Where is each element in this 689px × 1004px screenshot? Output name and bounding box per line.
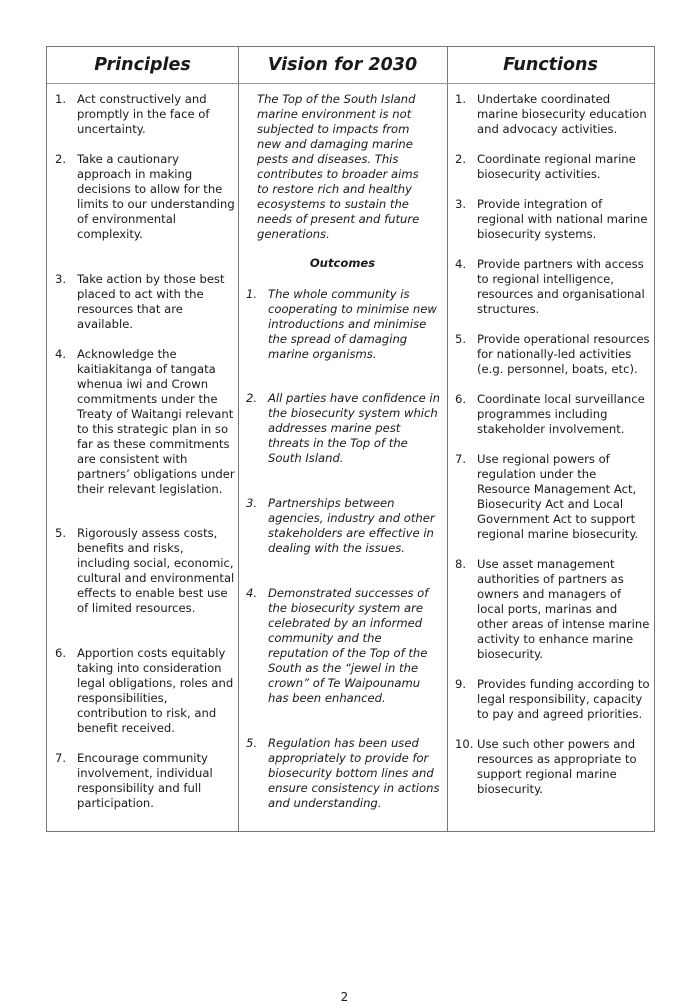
principle-number: 3. <box>55 272 67 286</box>
principle-number: 4. <box>55 347 67 361</box>
function-number: 4. <box>455 257 467 271</box>
vision-column <box>238 47 448 831</box>
function-text: Provide partners with access to regional intelligence, resources and organisational structures. <box>477 257 645 316</box>
vision-heading: Vision for 2030 <box>267 55 418 75</box>
principle-text: Take action by those best placed to act with the resources that are available. <box>77 272 225 331</box>
principles-heading: Principles <box>94 55 191 75</box>
principle-number: 7. <box>55 751 67 765</box>
outcome-text: Demonstrated successes of the biosecurity system are celebrated by an informed community and the reputation of the Top of the South as the “jewel in the crown” of Te Waipounamu has been enhanced. <box>268 586 429 705</box>
function-number: 10. <box>455 737 474 751</box>
function-number: 9. <box>455 677 467 691</box>
functions-column <box>447 47 654 831</box>
function-text: Provides funding according to legal responsibility, capacity to pay and agreed priorities. <box>477 677 650 721</box>
principles-vision-functions-table <box>46 46 655 832</box>
principle-number: 1. <box>55 92 67 106</box>
function-number: 3. <box>455 197 467 211</box>
principle-text: Acknowledge the kaitiakitanga of tangata whenua iwi and Crown commitments under the Treaty of Waitangi relevant to this strategic plan in so far as these commitments are consistent with partners’ obligations under their relevant legislation. <box>77 347 235 496</box>
principle-text: Act constructively and promptly in the face of uncertainty. <box>77 92 210 136</box>
principle-number: 2. <box>55 152 67 166</box>
functions-heading: Functions <box>503 55 598 75</box>
function-text: Undertake coordinated marine biosecurity education and advocacy activities. <box>477 92 647 136</box>
outcome-number: 2. <box>246 391 258 405</box>
header-divider <box>238 83 447 84</box>
header-divider <box>47 83 238 84</box>
function-text: Coordinate regional marine biosecurity activities. <box>477 152 636 181</box>
outcome-text: Partnerships between agencies, industry and other stakeholders are effective in dealing with the issues. <box>268 496 435 555</box>
outcome-text: The whole community is cooperating to minimise new introductions and minimise the spread of damaging marine organisms. <box>268 287 437 361</box>
function-text: Provide operational resources for nationally-led activities (e.g. personnel, boats, etc). <box>477 332 650 376</box>
function-number: 2. <box>455 152 467 166</box>
function-text: Use such other powers and resources as appropriate to support regional marine biosecurity. <box>477 737 637 796</box>
principle-number: 5. <box>55 526 67 540</box>
function-number: 6. <box>455 392 467 406</box>
principle-number: 6. <box>55 646 67 660</box>
outcome-number: 4. <box>246 586 258 600</box>
function-number: 5. <box>455 332 467 346</box>
outcomes-heading: Outcomes <box>309 256 376 270</box>
outcome-number: 1. <box>246 287 258 301</box>
principles-column <box>47 47 239 831</box>
principle-text: Apportion costs equitably taking into consideration legal obligations, roles and responsibilities, contribution to risk, and benefit received. <box>77 646 234 735</box>
function-number: 7. <box>455 452 467 466</box>
function-text: Provide integration of regional with national marine biosecurity systems. <box>477 197 648 241</box>
outcome-number: 3. <box>246 496 258 510</box>
vision-statement: The Top of the South Island marine environment is not subjected to impacts from new and damaging marine pests and diseases. This contributes to broader aims to restore rich and healthy ecosystems to sustain the needs of present and future generations. <box>257 92 420 241</box>
outcome-number: 5. <box>246 736 258 750</box>
function-text: Use asset management authorities of partners as owners and managers of local ports, marinas and other areas of intense marine activity to enhance marine biosecurity. <box>477 557 650 661</box>
outcome-text: Regulation has been used appropriately to provide for biosecurity bottom lines and ensure consistency in actions and understanding. <box>268 736 440 810</box>
function-number: 8. <box>455 557 467 571</box>
outcome-text: All parties have confidence in the biosecurity system which addresses marine pest threats in the Top of the South Island. <box>268 391 440 465</box>
function-number: 1. <box>455 92 467 106</box>
function-text: Coordinate local surveillance programmes including stakeholder involvement. <box>477 392 645 436</box>
principle-text: Encourage community involvement, individual responsibility and full participation. <box>77 751 213 810</box>
function-text: Use regional powers of regulation under the Resource Management Act, Biosecurity Act and Local Government Act to support regional marine biosecurity. <box>477 452 639 541</box>
principle-text: Take a cautionary approach in making decisions to allow for the limits to our understanding of environmental complexity. <box>77 152 235 241</box>
header-divider <box>447 83 654 84</box>
page-number: 2 <box>340 990 349 1004</box>
principle-text: Rigorously assess costs, benefits and risks, including social, economic, cultural and environmental effects to enable best use of limited resources. <box>77 526 235 615</box>
